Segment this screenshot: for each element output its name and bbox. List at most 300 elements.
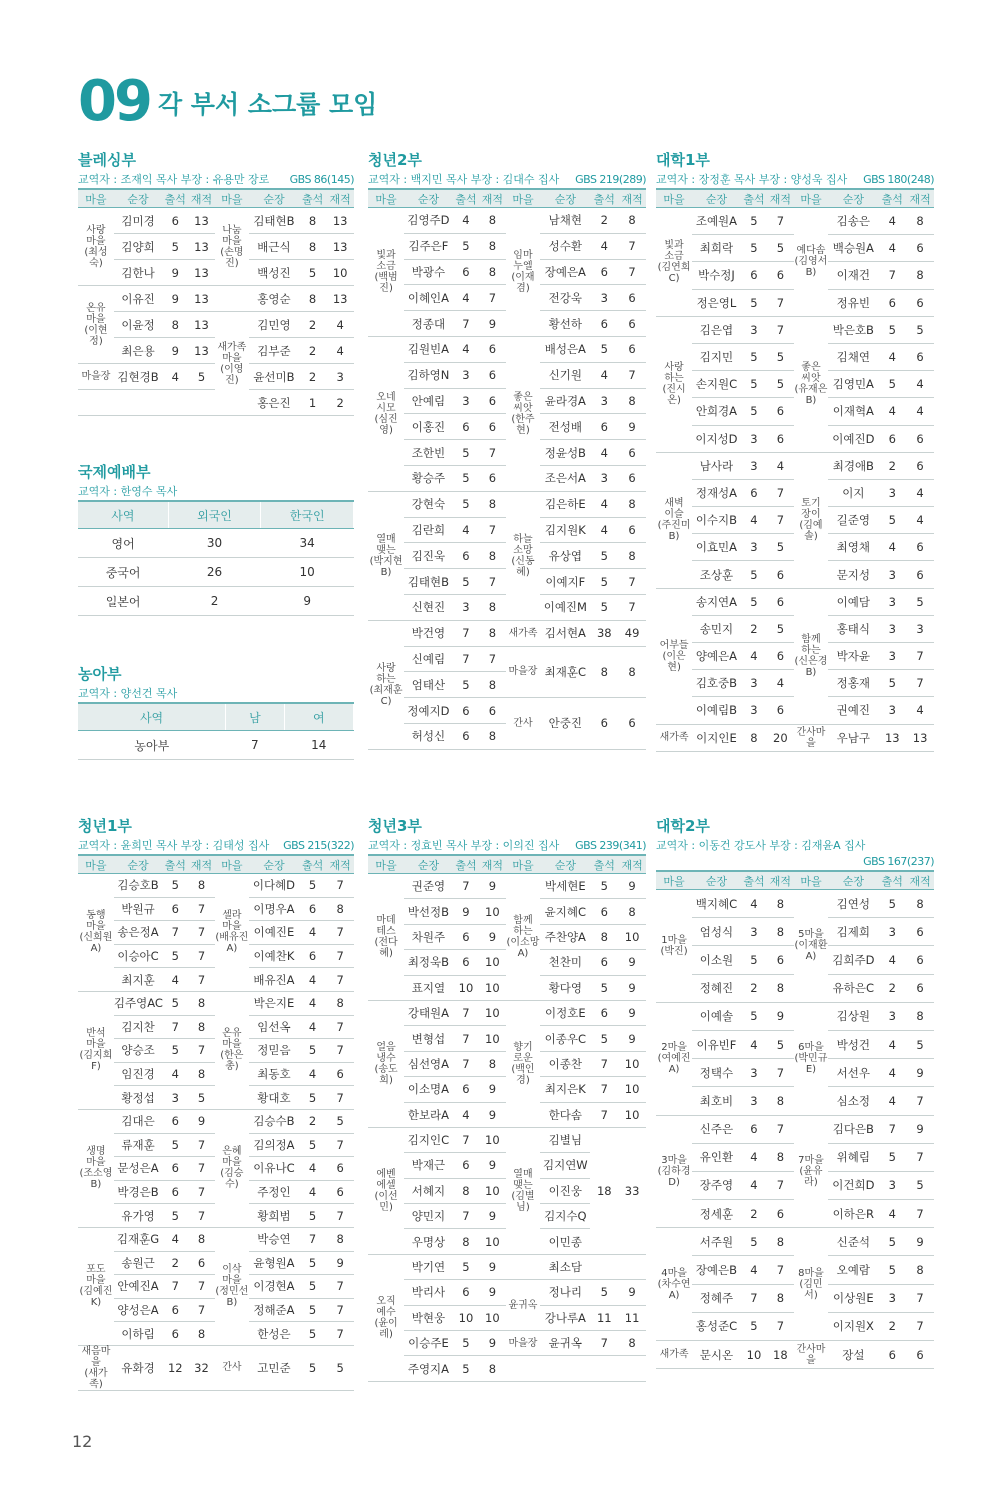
- leader-cell: 엄태산: [404, 672, 453, 698]
- enrollment-cell: 7: [326, 1204, 354, 1228]
- leader-cell: 최은용: [114, 338, 162, 364]
- village-cell: [794, 208, 829, 317]
- leader-cell: 장예은A: [540, 259, 590, 285]
- leader-cell: 이예솔: [692, 1002, 741, 1030]
- table-row: [78, 874, 354, 898]
- village-cell: [794, 316, 829, 452]
- village-name: 생명 마을 (조소영B): [79, 1146, 113, 1191]
- attendance-cell: 4: [741, 1256, 767, 1284]
- attendance-cell: 10: [453, 1305, 479, 1330]
- column-header: 재적: [326, 855, 354, 874]
- attendance-cell: 5: [299, 1345, 327, 1390]
- attendance-cell: 5: [299, 260, 327, 286]
- leader-cell: 장설: [828, 1341, 878, 1369]
- attendance-cell: 6: [453, 414, 479, 440]
- village-cell: [368, 336, 404, 491]
- section-title: 각 부서 소그룹 모임: [157, 90, 378, 119]
- enrollment-cell: 8: [906, 1256, 934, 1284]
- attendance-cell: 3: [741, 1059, 767, 1087]
- enrollment-cell: 4: [906, 697, 934, 724]
- attendance-cell: 7: [590, 1077, 618, 1102]
- attendance-cell: 5: [741, 1312, 767, 1340]
- attendance-cell: 4: [878, 1087, 906, 1115]
- attendance-cell: 3: [878, 697, 906, 724]
- column-header: 출석: [741, 189, 767, 208]
- enrollment-cell: 9: [479, 1102, 505, 1127]
- attendance-cell: 5: [453, 569, 479, 595]
- village-cell: [215, 874, 250, 992]
- enrollment-cell: 8: [479, 259, 505, 285]
- leader-cell: 서혜지: [404, 1178, 453, 1203]
- enrollment-cell: 5: [767, 615, 793, 642]
- column-header: 출석: [299, 189, 327, 208]
- table-row: [78, 991, 354, 1015]
- column-header: 출석: [590, 189, 618, 208]
- enrollment-cell: 49: [618, 620, 646, 646]
- enrollment-cell: 8: [767, 890, 793, 918]
- attendance-cell: 4: [741, 507, 767, 534]
- attendance-cell: 5: [741, 1228, 767, 1256]
- column-header: 순장: [114, 855, 162, 874]
- enrollment-cell: 5: [326, 1345, 354, 1390]
- leader-cell: 문지성: [828, 561, 878, 588]
- attendance-cell: 6: [162, 1109, 188, 1133]
- leader-cell: 이경현A: [249, 1275, 299, 1299]
- leader-cell: 정세훈: [692, 1200, 741, 1228]
- leader-cell: 신준석: [828, 1228, 878, 1256]
- leader-cell: 양승조: [114, 1039, 162, 1063]
- enrollment-cell: 4: [326, 312, 354, 338]
- leader-cell: 이종우C: [540, 1026, 590, 1051]
- village-cell: [506, 208, 541, 337]
- village-name: 빛과 소금 (김연희C): [657, 239, 691, 284]
- leader-cell: 심선영A: [404, 1051, 453, 1076]
- enrollment-cell: 5: [767, 534, 793, 561]
- attendance-cell: 5: [162, 1133, 188, 1157]
- enrollment-cell: 6: [767, 561, 793, 588]
- leader-cell: 박기연: [404, 1254, 453, 1279]
- attendance-cell: 3: [590, 465, 618, 491]
- attendance-cell: 3: [878, 615, 906, 642]
- leader-cell: 이예지F: [540, 569, 590, 595]
- leader-cell: 강태원A: [404, 1000, 453, 1025]
- enrollment-cell: 6: [767, 946, 793, 974]
- attendance-cell: 5: [299, 1322, 327, 1346]
- enrollment-cell: 9: [188, 1109, 214, 1133]
- enrollment-cell: 6: [326, 1180, 354, 1204]
- enrollment-cell: 4: [906, 479, 934, 506]
- village-name: 간사마을: [796, 1343, 826, 1366]
- table-row: [78, 208, 354, 234]
- enrollment-cell: 6: [479, 388, 505, 414]
- enrollment-cell: 4: [767, 670, 793, 697]
- village-cell: [656, 890, 692, 1003]
- attendance-cell: 4: [162, 1227, 188, 1251]
- leader-cell: 최재훈C: [540, 646, 590, 698]
- leader-cell: 김별님: [540, 1127, 590, 1152]
- dept-staff: [368, 838, 646, 854]
- village-cell: [656, 208, 692, 317]
- leader-cell: 이다혜D: [249, 874, 299, 898]
- leader-cell: 이건희D: [828, 1171, 878, 1199]
- village-name: 포도 마을 (김예진K): [79, 1264, 113, 1309]
- table-row: [656, 1341, 934, 1369]
- village-cell: [656, 1002, 692, 1115]
- leader-cell: 우명상: [404, 1229, 453, 1254]
- village-name: 셀라 마을 (배유진A): [215, 910, 249, 955]
- enrollment-cell: 8: [618, 646, 646, 698]
- village-name: 좋은 씨앗 (유재은B): [794, 362, 828, 407]
- enrollment-cell: 10: [479, 950, 505, 975]
- leader-cell: 김지인C: [404, 1127, 453, 1152]
- enrollment-cell: 10: [479, 975, 505, 1000]
- village-name: 하늘 소망 (신동혜): [511, 533, 535, 578]
- table-cell: 중국어: [78, 558, 168, 587]
- page-number: 12: [72, 1432, 93, 1451]
- leader-cell: 우남구: [828, 724, 878, 751]
- enrollment-cell: 4: [906, 371, 934, 398]
- leader-cell: 최희락: [692, 235, 741, 262]
- village-name: 간사마을: [796, 726, 826, 749]
- enrollment-cell: 8: [479, 1051, 505, 1076]
- enrollment-cell: 7: [188, 1298, 214, 1322]
- leader-cell: 최정욱B: [404, 950, 453, 975]
- attendance-cell: 7: [453, 620, 479, 646]
- enrollment-cell: 13: [188, 338, 214, 364]
- enrollment-cell: 9: [326, 1251, 354, 1275]
- leader-cell: 박원규: [114, 897, 162, 921]
- column-header: 사역: [78, 501, 168, 529]
- attendance-cell: 3: [878, 1171, 906, 1199]
- attendance-cell: 3: [878, 918, 906, 946]
- attendance-cell: 5: [590, 543, 618, 569]
- table-cell: 14: [284, 731, 353, 760]
- column-header: 재적: [326, 189, 354, 208]
- attendance-cell: 8: [299, 286, 327, 312]
- attendance-cell: 4: [590, 440, 618, 466]
- enrollment-cell: 8: [479, 723, 505, 749]
- dept-table-holder: [78, 854, 354, 1391]
- leader-cell: 황선하: [540, 311, 590, 337]
- enrollment-cell: 13: [188, 312, 214, 338]
- enrollment-cell: 6: [767, 398, 793, 425]
- leader-cell: 백성진: [249, 260, 299, 286]
- attendance-cell: 6: [453, 1280, 479, 1305]
- leader-cell: 김태현B: [404, 569, 453, 595]
- leader-cell: 정혜주: [692, 1284, 741, 1312]
- leader-cell: 임진경: [114, 1062, 162, 1086]
- enrollment-cell: 10: [326, 260, 354, 286]
- dept-deaf: [78, 664, 354, 760]
- attendance-cell: 4: [453, 517, 479, 543]
- leader-cell: 이혜인A: [404, 285, 453, 311]
- attendance-cell: 9: [453, 899, 479, 924]
- dept-youth1: [78, 816, 354, 1391]
- attendance-cell: 2: [299, 338, 327, 364]
- leader-cell: 김태현B: [249, 208, 299, 234]
- enrollment-cell: 11: [618, 1305, 646, 1330]
- column-header: 재적: [767, 189, 793, 208]
- enrollment-cell: 9: [479, 874, 505, 899]
- attendance-cell: 7: [453, 1026, 479, 1051]
- leader-cell: 김송은: [828, 208, 878, 235]
- enrollment-cell: 7: [618, 233, 646, 259]
- table-cell: 농아부: [78, 731, 226, 760]
- enrollment-cell: 5: [767, 1030, 793, 1058]
- enrollment-cell: 6: [906, 561, 934, 588]
- village-name: 토기 장이 (김예솔): [799, 498, 823, 543]
- leader-cell: 안예진A: [114, 1275, 162, 1299]
- leader-cell: 김지찬: [114, 1015, 162, 1039]
- table-row: [656, 890, 934, 918]
- attendance-cell: 4: [299, 991, 327, 1015]
- attendance-cell: 6: [878, 1341, 906, 1369]
- leader-cell: 김지원K: [540, 517, 590, 543]
- leader-cell: 이명우A: [249, 897, 299, 921]
- leader-cell: 김주은F: [404, 233, 453, 259]
- enrollment-cell: 8: [479, 594, 505, 620]
- enrollment-cell: 6: [767, 1200, 793, 1228]
- leader-cell: 배성은A: [540, 336, 590, 362]
- attendance-cell: 5: [453, 1331, 479, 1356]
- dept-table: [368, 188, 646, 750]
- leader-cell: 김진욱: [404, 543, 453, 569]
- leader-cell: 김지연W: [540, 1153, 590, 1178]
- leader-cell: 이효민A: [692, 534, 741, 561]
- leader-cell: 박재근: [404, 1153, 453, 1178]
- enrollment-cell: 6: [326, 1062, 354, 1086]
- leader-cell: 김상원: [828, 1002, 878, 1030]
- attendance-cell: 5: [590, 1280, 618, 1305]
- attendance-cell: 4: [299, 921, 327, 945]
- leader-cell: 황희범: [249, 1204, 299, 1228]
- leader-cell: 백승원A: [828, 235, 878, 262]
- village-cell: [656, 1341, 692, 1369]
- leader-cell: 김민영: [249, 312, 299, 338]
- attendance-cell: 2: [590, 208, 618, 234]
- leader-cell: 송지연A: [692, 588, 741, 615]
- enrollment-cell: 7: [767, 1059, 793, 1087]
- table-row: [368, 1127, 646, 1152]
- attendance-cell: 3: [590, 388, 618, 414]
- leader-cell: 임선옥: [249, 1015, 299, 1039]
- village-name: 새벽 이슬 (주진미B): [657, 498, 691, 543]
- attendance-cell: 6: [162, 208, 188, 234]
- enrollment-cell: 8: [767, 1087, 793, 1115]
- dept-staff: 교역자 : 양선건 목사: [78, 687, 178, 700]
- attendance-cell: 9: [162, 338, 188, 364]
- enrollment-cell: 10: [618, 924, 646, 949]
- attendance-cell: 5: [299, 1133, 327, 1157]
- attendance-cell: 5: [741, 371, 767, 398]
- enrollment-cell: 6: [618, 336, 646, 362]
- enrollment-cell: 7: [188, 1204, 214, 1228]
- leader-cell: 배유진A: [249, 968, 299, 992]
- attendance-cell: 6: [590, 1000, 618, 1025]
- column-header: 출석: [299, 855, 327, 874]
- attendance-cell: 5: [590, 874, 618, 899]
- enrollment-cell: 13: [188, 286, 214, 312]
- enrollment-cell: 7: [767, 1312, 793, 1340]
- attendance-cell: 4: [453, 336, 479, 362]
- attendance-cell: 5: [741, 946, 767, 974]
- enrollment-cell: 2: [326, 390, 354, 416]
- deaf-table: [78, 702, 354, 760]
- attendance-cell: 3: [878, 1002, 906, 1030]
- attendance-cell: 6: [453, 543, 479, 569]
- enrollment-cell: 9: [479, 1153, 505, 1178]
- enrollment-cell: 7: [618, 569, 646, 595]
- enrollment-cell: 8: [188, 874, 214, 898]
- enrollment-cell: 5: [906, 588, 934, 615]
- leader-cell: 송원근: [114, 1251, 162, 1275]
- village-cell: [506, 1280, 541, 1331]
- leader-cell: 홍은진: [249, 390, 299, 416]
- column-header: 여: [284, 703, 353, 731]
- leader-cell: 정홍재: [828, 670, 878, 697]
- leader-cell: 정해준A: [249, 1298, 299, 1322]
- table-row: [78, 731, 354, 760]
- dept-title: 국제예배부: [78, 463, 151, 481]
- village-cell: [215, 991, 250, 1109]
- enrollment-cell: 6: [906, 425, 934, 452]
- table-cell: 2: [168, 587, 261, 616]
- leader-cell: 성수환: [540, 233, 590, 259]
- leader-cell: 조한빈: [404, 440, 453, 466]
- leader-cell: 이지인E: [692, 724, 741, 751]
- dept-title: 대학1부: [656, 151, 710, 169]
- village-cell: [215, 1345, 250, 1390]
- table-row: [368, 874, 646, 899]
- enrollment-cell: 7: [618, 594, 646, 620]
- enrollment-cell: 8: [479, 233, 505, 259]
- leader-cell: 이재건: [828, 262, 878, 289]
- village-cell: [794, 724, 829, 751]
- enrollment-cell: 8: [188, 1322, 214, 1346]
- enrollment-cell: 7: [479, 440, 505, 466]
- attendance-cell: 5: [162, 991, 188, 1015]
- attendance-cell: 6: [162, 897, 188, 921]
- village-name: 온유 마을 (한은총): [220, 1028, 244, 1073]
- column-header: 재적: [618, 189, 646, 208]
- village-name: 간사: [513, 717, 533, 729]
- enrollment-cell: 7: [479, 569, 505, 595]
- column-header: 마을: [656, 189, 692, 208]
- dept-title: 대학2부: [656, 817, 710, 835]
- enrollment-cell: 8: [479, 672, 505, 698]
- attendance-cell: 2: [878, 452, 906, 479]
- leader-cell: 서주원: [692, 1228, 741, 1256]
- enrollment-cell: 32: [188, 1345, 214, 1390]
- enrollment-cell: 8: [767, 1284, 793, 1312]
- attendance-cell: 3: [590, 285, 618, 311]
- table-header-row: [368, 855, 646, 874]
- leader-cell: 오예람: [828, 1256, 878, 1284]
- column-header: 마을: [215, 189, 250, 208]
- leader-cell: 이상원E: [828, 1284, 878, 1312]
- leader-cell: 박승연: [249, 1227, 299, 1251]
- village-cell: [78, 874, 114, 992]
- attendance-cell: 6: [453, 924, 479, 949]
- leader-cell: 고민준: [249, 1345, 299, 1390]
- leader-cell: 주정인: [249, 1180, 299, 1204]
- village-name: 새가족: [659, 1349, 689, 1361]
- enrollment-cell: 7: [188, 921, 214, 945]
- leader-cell: 이정호E: [540, 1000, 590, 1025]
- enrollment-cell: 10: [618, 1077, 646, 1102]
- village-cell: [78, 286, 114, 364]
- attendance-cell: 6: [162, 1180, 188, 1204]
- table-row: [368, 646, 646, 672]
- dept-title: 청년3부: [368, 817, 422, 835]
- enrollment-cell: 9: [479, 311, 505, 337]
- attendance-cell: 9: [162, 286, 188, 312]
- enrollment-cell: 7: [906, 1143, 934, 1171]
- dept-staff: [656, 172, 934, 188]
- leader-cell: 차원주: [404, 924, 453, 949]
- village-name: 임마 누엘 (이재겸): [511, 249, 535, 294]
- leader-cell: 박건영: [404, 620, 453, 646]
- enrollment-cell: 8: [188, 1015, 214, 1039]
- leader-cell: 최경애B: [828, 452, 878, 479]
- dept-title: 블레싱부: [78, 151, 136, 169]
- dept-blessing: [78, 150, 354, 416]
- table-cell: 일본어: [78, 587, 168, 616]
- table-row: [78, 1227, 354, 1251]
- leader-cell: 정나리: [540, 1280, 590, 1305]
- leader-cell: 황정섭: [114, 1086, 162, 1110]
- attendance-cell: 7: [299, 1227, 327, 1251]
- attendance-cell: 4: [741, 1143, 767, 1171]
- village-cell: [506, 874, 541, 1001]
- attendance-cell: 3: [878, 1284, 906, 1312]
- village-name: 함께 하는 (이소망A): [506, 914, 540, 959]
- leader-cell: 김은하E: [540, 491, 590, 517]
- column-header: 출석: [453, 189, 479, 208]
- village-cell: [78, 364, 114, 390]
- column-header: 마을: [506, 189, 541, 208]
- enrollment-cell: 6: [479, 362, 505, 388]
- attendance-cell: 5: [878, 1256, 906, 1284]
- enrollment-cell: 8: [618, 899, 646, 924]
- table-row: [78, 312, 354, 338]
- attendance-cell: 2: [878, 974, 906, 1002]
- table-row: [368, 620, 646, 646]
- village-name: 예다솜 (김영서B): [794, 245, 828, 279]
- leader-cell: 유가영: [114, 1204, 162, 1228]
- enrollment-cell: 3: [326, 364, 354, 390]
- dept-table-holder: [656, 854, 934, 1369]
- village-cell: [506, 646, 541, 698]
- enrollment-cell: 13: [188, 234, 214, 260]
- leader-cell: 배근식: [249, 234, 299, 260]
- village-cell: [368, 620, 404, 749]
- dept-staff-text: 교역자 : 이동건 강도사 부장 : 김재윤A 집사: [656, 839, 866, 852]
- attendance-cell: 7: [453, 646, 479, 672]
- attendance-cell: 5: [741, 343, 767, 370]
- leader-cell: 김대은: [114, 1109, 162, 1133]
- leader-cell: 김란희: [404, 517, 453, 543]
- attendance-cell: 3: [741, 534, 767, 561]
- table-cell: 영어: [78, 529, 168, 558]
- attendance-cell: 5: [162, 1204, 188, 1228]
- leader-cell: 주영지A: [404, 1356, 453, 1381]
- enrollment-cell: 13: [188, 208, 214, 234]
- village-cell: [794, 1228, 829, 1341]
- enrollment-cell: 10: [618, 1102, 646, 1127]
- enrollment-cell: 9: [479, 1254, 505, 1279]
- enrollment-cell: 7: [326, 1039, 354, 1063]
